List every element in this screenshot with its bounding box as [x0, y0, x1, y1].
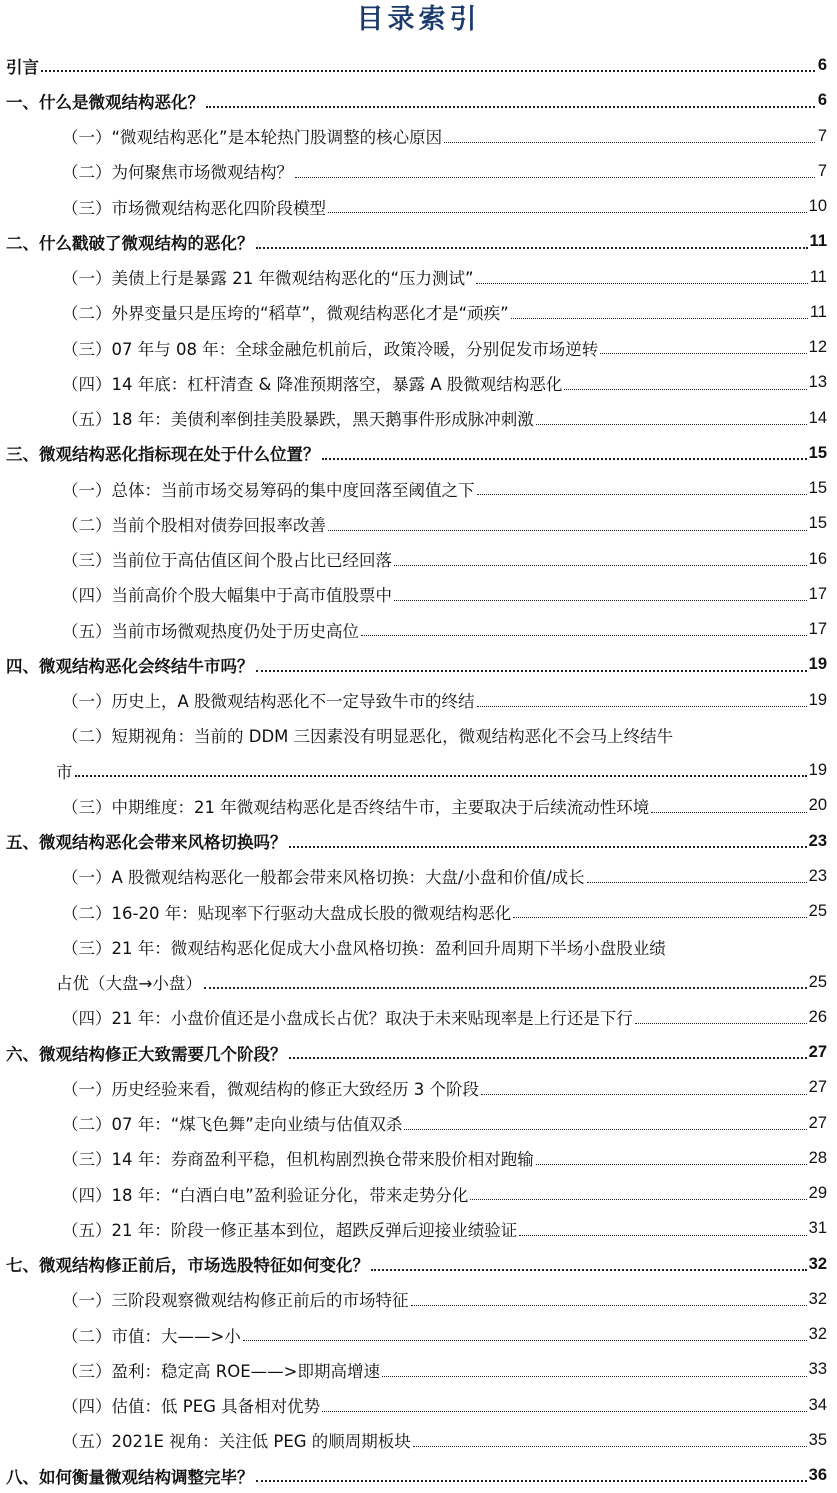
- dot-leader: [322, 458, 807, 460]
- toc-entry-title: （三）市场微观结构恶化四阶段模型: [62, 198, 326, 218]
- toc-entry-title: 占优（大盘→小盘）: [56, 974, 202, 994]
- dot-leader: [444, 142, 815, 143]
- dot-leader: [476, 283, 808, 284]
- toc-page-number: 7: [817, 161, 827, 180]
- toc-entry-title: （二）市值：大——>小: [62, 1326, 241, 1346]
- dot-leader: [394, 565, 807, 566]
- toc-entry-title: 引言: [6, 57, 39, 77]
- toc-entry-title: （二）外界变量只是压垮的“稻草”，微观结构恶化才是“顽疾”: [62, 304, 509, 324]
- dot-leader: [322, 1411, 806, 1412]
- toc-section-entry[interactable]: [0, 224, 837, 259]
- toc-section-entry[interactable]: [0, 1247, 837, 1282]
- toc-entry-title: 一、什么是微观结构恶化？: [6, 92, 204, 112]
- toc-subsection-entry[interactable]: [0, 189, 837, 224]
- table-of-contents: [0, 48, 837, 1493]
- toc-page-number: 17: [808, 584, 827, 603]
- toc-page-number: 32: [808, 1289, 827, 1308]
- dot-leader: [536, 1164, 807, 1165]
- toc-subsection-entry[interactable]: [0, 1000, 837, 1035]
- dot-leader: [404, 1129, 806, 1130]
- toc-page-number: 15: [808, 479, 827, 498]
- toc-entry-title: （五）21 年：阶段一修正基本到位，超跌反弹后迎接业绩验证: [62, 1220, 518, 1240]
- toc-entry-title: （一）“微观结构恶化”是本轮热门股调整的核心原因: [62, 128, 443, 148]
- toc-page-number: 11: [809, 232, 827, 251]
- toc-entry-title: （四）18 年：“白酒白电”盈利验证分化，带来走势分化: [62, 1185, 469, 1205]
- toc-subsection-entry[interactable]: [0, 330, 837, 365]
- dot-leader: [470, 1199, 806, 1200]
- toc-subsection-entry[interactable]: [0, 1141, 837, 1176]
- dot-leader: [564, 389, 806, 390]
- dot-leader: [600, 353, 806, 354]
- toc-subsection-entry[interactable]: [0, 1106, 837, 1141]
- toc-page-number: 33: [808, 1360, 827, 1379]
- dot-leader: [513, 917, 806, 918]
- dot-leader: [289, 1057, 807, 1059]
- dot-leader: [243, 1340, 807, 1341]
- toc-subsection-entry[interactable]: [0, 859, 837, 894]
- toc-entry-title: （一）A 股微观结构恶化一般都会带来风格切换：大盘/小盘和价值/成长: [62, 868, 585, 888]
- toc-subsection-entry[interactable]: [0, 718, 837, 753]
- toc-section-entry[interactable]: [0, 1035, 837, 1070]
- toc-subsection-entry[interactable]: [0, 1070, 837, 1105]
- dot-leader: [477, 494, 807, 495]
- toc-entry-title: （一）历史经验来看，微观结构的修正大致经历 3 个阶段: [62, 1079, 479, 1099]
- dot-leader: [256, 1480, 807, 1482]
- toc-subsection-entry[interactable]: [0, 260, 837, 295]
- toc-entry-title: （二）短期视角：当前的 DDM 三因素没有明显恶化，微观结构恶化不会马上终结牛: [62, 727, 674, 747]
- toc-entry-title: （三）当前位于高估值区间个股占比已经回落: [62, 551, 392, 571]
- dot-leader: [295, 177, 815, 178]
- toc-subsection-entry[interactable]: [0, 471, 837, 506]
- toc-entry-title: （三）14 年：券商盈利平稳，但机构剧烈换仓带来股价相对跑输: [62, 1150, 534, 1170]
- toc-entry-continuation[interactable]: [0, 753, 837, 788]
- toc-page-number: 35: [808, 1430, 827, 1449]
- toc-subsection-entry[interactable]: [0, 119, 837, 154]
- toc-entry-title: 六、微观结构修正大致需要几个阶段？: [6, 1044, 287, 1064]
- toc-entry-title: 七、微观结构修正前后，市场选股特征如何变化？: [6, 1256, 369, 1276]
- toc-subsection-entry[interactable]: [0, 506, 837, 541]
- dot-leader: [651, 812, 806, 813]
- toc-subsection-entry[interactable]: [0, 1423, 837, 1458]
- toc-page-number: 19: [808, 655, 827, 674]
- toc-entry-title: 二、什么戳破了微观结构的恶化？: [6, 233, 254, 253]
- toc-subsection-entry[interactable]: [0, 1388, 837, 1423]
- toc-page-number: 34: [808, 1395, 827, 1414]
- dot-leader: [477, 706, 807, 707]
- toc-entry-title: （三）中期维度：21 年微观结构恶化是否终结牛市，主要取决于后续流动性环境: [62, 797, 650, 817]
- toc-section-entry[interactable]: [0, 824, 837, 859]
- toc-page-number: 27: [808, 1113, 827, 1132]
- dot-leader: [256, 670, 807, 672]
- dot-leader: [481, 1094, 807, 1095]
- toc-page-number: 23: [808, 866, 827, 885]
- toc-page-number: 27: [808, 1043, 827, 1062]
- toc-entry-title: （二）07 年：“煤飞色舞”走向业绩与估值双杀: [62, 1115, 403, 1135]
- toc-subsection-entry[interactable]: [0, 542, 837, 577]
- toc-page-number: 19: [808, 690, 827, 709]
- toc-entry-title: （二）16-20 年：贴现率下行驱动大盘成长股的微观结构恶化: [62, 903, 512, 923]
- toc-subsection-entry[interactable]: [0, 612, 837, 647]
- dot-leader: [41, 70, 815, 72]
- toc-entry-title: （一）历史上，A 股微观结构恶化不一定导致牛市的终结: [62, 692, 475, 712]
- toc-entry-title: （四）14 年底：杠杆清查 & 降准预期落空，暴露 A 股微观结构恶化: [62, 374, 563, 394]
- toc-entry-title: （四）估值：低 PEG 具备相对优势: [62, 1397, 321, 1417]
- dot-leader: [519, 1235, 806, 1236]
- toc-subsection-entry[interactable]: [0, 894, 837, 929]
- toc-page-number: 31: [808, 1219, 827, 1238]
- dot-leader: [75, 775, 807, 777]
- toc-subsection-entry[interactable]: [0, 154, 837, 189]
- toc-page-number: 23: [808, 831, 827, 850]
- toc-page-number: 10: [808, 197, 827, 216]
- toc-page-number: 20: [808, 796, 827, 815]
- toc-entry-title: （一）美债上行是暴露 21 年微观结构恶化的“压力测试”: [62, 269, 474, 289]
- toc-section-entry[interactable]: [0, 647, 837, 682]
- toc-page-number: 19: [808, 761, 827, 780]
- toc-entry-title: （三）21 年：微观结构恶化促成大小盘风格切换：盈利回升周期下半场小盘股业绩: [62, 938, 666, 958]
- toc-section-entry[interactable]: [0, 1458, 837, 1493]
- toc-page-number: 13: [808, 373, 827, 392]
- page-title: 目录索引: [356, 4, 481, 35]
- toc-page-number: 14: [808, 408, 827, 427]
- toc-entry-title: （二）当前个股相对债券回报率改善: [62, 515, 326, 535]
- toc-subsection-entry[interactable]: [0, 295, 837, 330]
- toc-subsection-entry[interactable]: [0, 1317, 837, 1352]
- toc-section-entry[interactable]: [0, 48, 837, 83]
- dot-leader: [394, 600, 807, 601]
- toc-entry-title: 八、如何衡量微观结构调整完毕？: [6, 1467, 254, 1487]
- toc-entry-title: （五）18 年：美债利率倒挂美股暴跌，黑天鹅事件形成脉冲刺激: [62, 410, 534, 430]
- toc-subsection-entry[interactable]: [0, 788, 837, 823]
- toc-entry-title: （一）三阶段观察微观结构修正前后的市场特征: [62, 1291, 409, 1311]
- toc-page-number: 15: [808, 514, 827, 533]
- toc-page-number: 32: [808, 1254, 827, 1273]
- dot-leader: [511, 318, 808, 319]
- toc-page-number: 26: [808, 1007, 827, 1026]
- toc-page-number: 17: [808, 620, 827, 639]
- dot-leader: [587, 882, 807, 883]
- dot-leader: [328, 530, 807, 531]
- toc-page-number: 11: [809, 302, 827, 321]
- toc-subsection-entry[interactable]: [0, 1282, 837, 1317]
- toc-page-number: 25: [808, 902, 827, 921]
- toc-page-number: 27: [808, 1078, 827, 1097]
- toc-entry-title: （一）总体：当前市场交易筹码的集中度回落至阈值之下: [62, 480, 475, 500]
- toc-page-number: 6: [817, 91, 827, 110]
- toc-subsection-entry[interactable]: [0, 1211, 837, 1246]
- toc-subsection-entry[interactable]: [0, 1352, 837, 1387]
- toc-subsection-entry[interactable]: [0, 929, 837, 964]
- toc-page-number: 36: [808, 1466, 827, 1485]
- dot-leader: [536, 424, 807, 425]
- dot-leader: [411, 1305, 807, 1306]
- dot-leader: [361, 635, 807, 636]
- toc-entry-title: （二）为何聚焦市场微观结构？: [62, 163, 293, 183]
- dot-leader: [382, 1376, 807, 1377]
- toc-page-number: 7: [817, 126, 827, 145]
- dot-leader: [371, 1269, 807, 1271]
- dot-leader: [328, 212, 807, 213]
- toc-page-number: 16: [808, 549, 827, 568]
- toc-page-number: 28: [808, 1148, 827, 1167]
- toc-entry-title: 四、微观结构恶化会终结牛市吗？: [6, 656, 254, 676]
- toc-entry-title: （四）21 年：小盘价值还是小盘成长占优？取决于未来贴现率是上行还是下行: [62, 1009, 633, 1029]
- dot-leader: [206, 106, 815, 108]
- toc-subsection-entry[interactable]: [0, 1176, 837, 1211]
- dot-leader: [635, 1023, 807, 1024]
- dot-leader: [256, 247, 808, 249]
- toc-entry-title: （五）当前市场微观热度仍处于历史高位: [62, 621, 359, 641]
- toc-subsection-entry[interactable]: [0, 401, 837, 436]
- toc-page-number: 32: [808, 1325, 827, 1344]
- toc-section-entry[interactable]: [0, 83, 837, 118]
- toc-page-number: 11: [809, 267, 827, 286]
- toc-page-number: 29: [808, 1184, 827, 1203]
- dot-leader: [289, 846, 807, 848]
- dot-leader: [204, 987, 807, 989]
- toc-subsection-entry[interactable]: [0, 577, 837, 612]
- toc-section-entry[interactable]: [0, 436, 837, 471]
- toc-subsection-entry[interactable]: [0, 683, 837, 718]
- toc-entry-title: （三）盈利：稳定高 ROE——>即期高增速: [62, 1361, 380, 1381]
- toc-entry-title: （四）当前高价个股大幅集中于高市值股票中: [62, 586, 392, 606]
- toc-entry-title: 五、微观结构恶化会带来风格切换吗？: [6, 833, 287, 853]
- toc-page-number: 6: [817, 56, 827, 75]
- toc-page-number: 15: [808, 443, 827, 462]
- toc-page-number: 12: [808, 338, 827, 357]
- toc-entry-continuation[interactable]: [0, 965, 837, 1000]
- toc-subsection-entry[interactable]: [0, 365, 837, 400]
- toc-entry-title: 市: [56, 762, 73, 782]
- toc-entry-title: （三）07 年与 08 年：全球金融危机前后，政策冷暖，分别促发市场逆转: [62, 339, 599, 359]
- toc-page-number: 25: [808, 972, 827, 991]
- dot-leader: [413, 1446, 807, 1447]
- toc-entry-title: 三、微观结构恶化指标现在处于什么位置？: [6, 445, 320, 465]
- toc-entry-title: （五）2021E 视角：关注低 PEG 的顺周期板块: [62, 1432, 411, 1452]
